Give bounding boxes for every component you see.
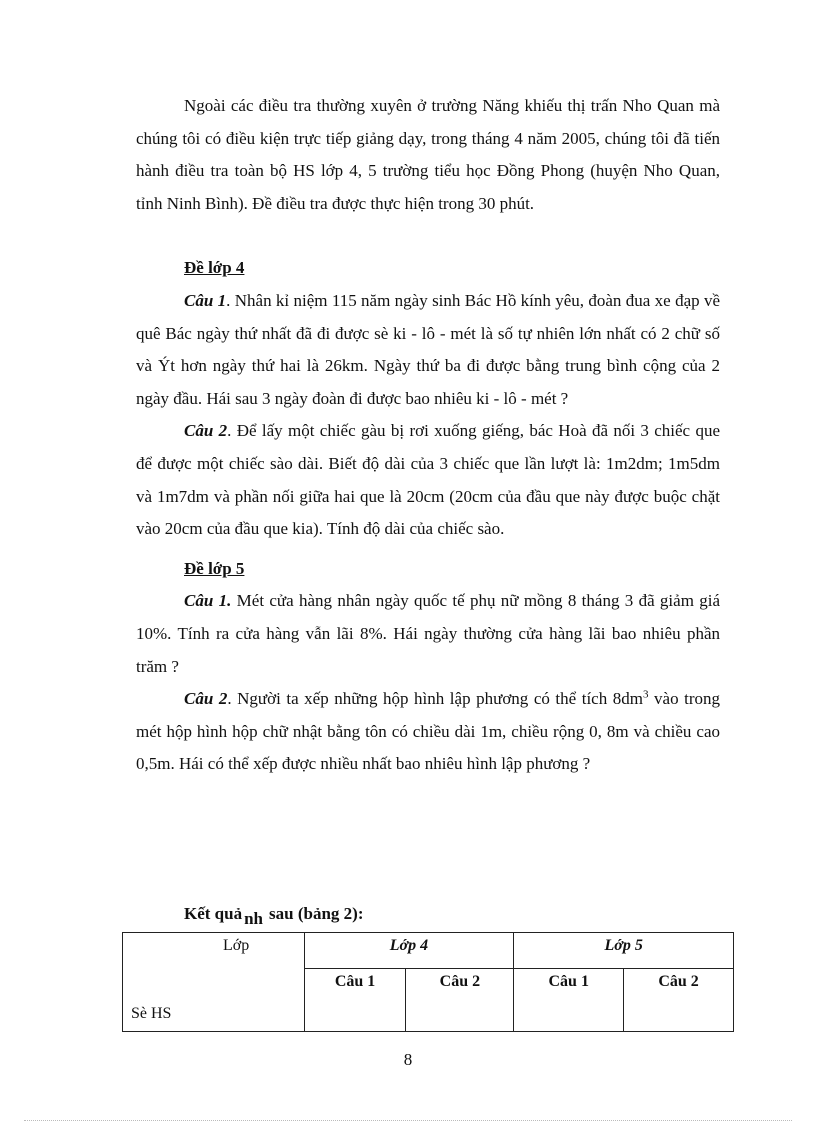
grade4-question2 [136,415,720,545]
corner-label-top: Lớp [223,937,250,954]
grade5-q2-text-b: vào trong mét hộp hình hộp chữ nhật bằng tôn có chiều dài 1m, chiều rộng 0, 8m và chiều cao 0,5m. Hái có thể xếp được nhiều nhất bao nhiêu hình lập phương ? [136,689,721,774]
grade4-q2-label: Câu 2 [184,421,228,441]
corner-cell [123,933,305,1032]
page-number: 8 [403,1050,413,1069]
grade5-question1 [136,585,720,683]
grade5-q2-superscript: 3 [643,688,649,701]
results-lead-sub: nh [244,909,264,928]
grade4-q1-text: . Nhân kỉ niệm 115 năm ngày sinh Bác Hồ kính yêu, đoàn đua xe đạp về quê Bác ngày thứ nhất đã đi được sè ki - lô - mét là số tự nhiên lớn nhất có 2 chữ số và Ýt hơn ngày thứ hai là 26km. Ngày thứ ba đi được bằng trung bình cộng của 2 ngày đầu. Hái sau 3 ngày đoàn đi được bao nhiêu ki - lô - mét ? [136,290,721,408]
grade5-q1-text: Mét cửa hàng nhân ngày quốc tế phụ nữ mồng 8 tháng 3 đã giảm giá 10%. Tính ra cửa hàng vẫn lãi 8%. Hái ngày thường cửa hàng lãi bao nhiêu phần trăm ? [136,591,720,676]
subheader-g5-q1: Câu 1 [514,969,624,1032]
grade5-question2 [136,683,720,781]
table-header-row [123,933,734,969]
grade5-q1-label: Câu 1. [184,591,232,611]
grade4-heading: Đề lớp 4 [184,258,245,278]
results-lead-b: sau (bảng 2): [269,904,364,923]
results-intro [184,900,363,928]
group-header-grade4: Lớp 4 [304,933,514,969]
grade4-question1 [136,285,720,415]
corner-label-bottom: Sè HS [131,1005,172,1022]
subheader-g5-q2: Câu 2 [624,969,734,1032]
grade5-q2-label: Câu 2 [184,689,228,709]
main-text [136,90,720,781]
subheader-g4-q2: Câu 2 [406,969,514,1032]
subheader-g4-q1: Câu 1 [304,969,406,1032]
footer-divider [24,1120,792,1121]
grade5-heading: Đề lớp 5 [184,558,245,578]
intro-paragraph: Ngoài các điều tra thường xuyên ở trường Năng khiếu thị trấn Nho Quan mà chúng tôi có điều kiện trực tiếp giảng dạy, trong tháng 4 năm 2005, chúng tôi đã tiến hành điều tra toàn bộ HS lớp 4, 5 trường tiểu học Đồng Phong (huyện Nho Quan, tỉnh Ninh Bình). Đề điều tra được thực hiện trong 30 phút. [136,96,720,213]
results-lead-a: Kết quả [184,904,243,923]
grade4-q1-label: Câu 1 [184,290,227,310]
grade4-q2-text: . Để lấy một chiếc gàu bị rơi xuống giếng, bác Hoà đã nối 3 chiếc que để được một chiếc sào dài. Biết độ dài của 3 chiếc que lần lượt là: 1m2dm; 1m5dm và 1m7dm và phần nối giữa hai que là 20cm (20cm của đầu que này được buộc chặt vào 20cm của đầu que kia). Tính độ dài của chiếc sào. [136,421,720,539]
results-table [122,932,734,1032]
group-header-grade5: Lớp 5 [514,933,734,969]
grade5-q2-text-a: . Người ta xếp những hộp hình lập phương có thể tích 8dm [227,689,643,709]
